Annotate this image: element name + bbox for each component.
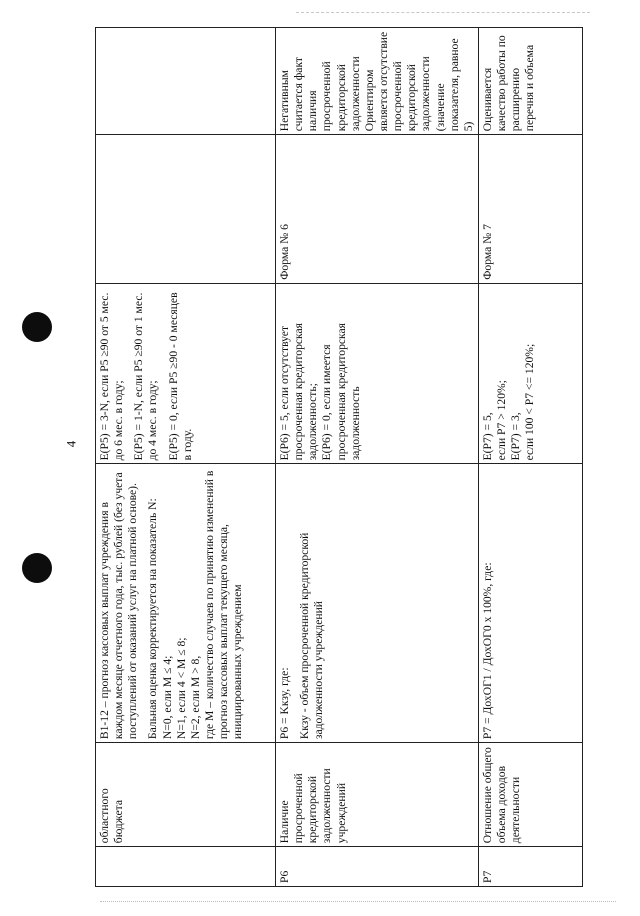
page-number: 4 — [63, 440, 79, 448]
table-row — [96, 28, 276, 887]
row-name: областного бюджета — [96, 743, 276, 847]
row-name: Наличие просроченной кредиторской задолженности учреждений — [276, 743, 479, 847]
row-score: E(P5) = 3-N, если P5 ≥90 от 5 мес. до 6 мес. в году; E(P5) = 1-N, если P5 ≥90 от 1 мес. до 4 мес. в году; E(P5) = 0, если P5 ≥90 - 0 месяцев в году. — [96, 283, 276, 464]
row-name: Отношение общего объема доходов деятельности — [478, 743, 582, 847]
row-form: Форма № 6 — [276, 135, 479, 284]
criteria-table — [95, 27, 583, 887]
table-row — [478, 28, 582, 887]
row-code: P7 — [478, 847, 582, 887]
row-form — [96, 135, 276, 284]
table-row — [276, 28, 479, 887]
row-formula: B1-12 – прогноз кассовых выплат учреждения в каждом месяце отчетного года, тыс. рублей (без учета поступлений от оказаний услуг на платной основе). Бальная оценка корректируется на показатель N: N=0, если M ≤ 4; N=1, если 4 < M ≤ 8; N=2, если M > 8, где M – количество случаев по принятию изменений в прогноз кассовых выплат текущего месяца, инициированных учреждением — [96, 464, 276, 743]
scan-artifact-top — [296, 12, 590, 13]
row-formula: P6 = Kкзу, где: Kкзу - объем просроченной кредиторской задолженности учреждений — [276, 464, 479, 743]
row-note: Оценивается качество работы по расширению перечня и объема — [478, 28, 582, 135]
row-note: Негативным считается факт наличия просроченной кредиторской задолженности Ориентиром является отсутствие просроченной кредиторской задолженности (значение показателя, равное 5) — [276, 28, 479, 135]
rotated-table-container — [95, 27, 583, 887]
row-score: E(P7) = 5, если P7 > 120%; E(P7) = 3, если 100 < P7 <= 120%; — [478, 283, 582, 464]
row-formula: P7 = ДохОГ1 / ДохОГ0 х 100%, где: — [478, 464, 582, 743]
punch-hole-lower — [22, 553, 52, 583]
row-score: E(P6) = 5, если отсутствует просроченная кредиторская задолженность; E(P6) = 0, если имеется просроченная кредиторская задолженность — [276, 283, 479, 464]
punch-hole-upper — [22, 312, 52, 342]
row-code: P6 — [276, 847, 479, 887]
row-note — [96, 28, 276, 135]
scan-artifact-bottom — [100, 901, 616, 902]
row-form: Форма № 7 — [478, 135, 582, 284]
row-code — [96, 847, 276, 887]
